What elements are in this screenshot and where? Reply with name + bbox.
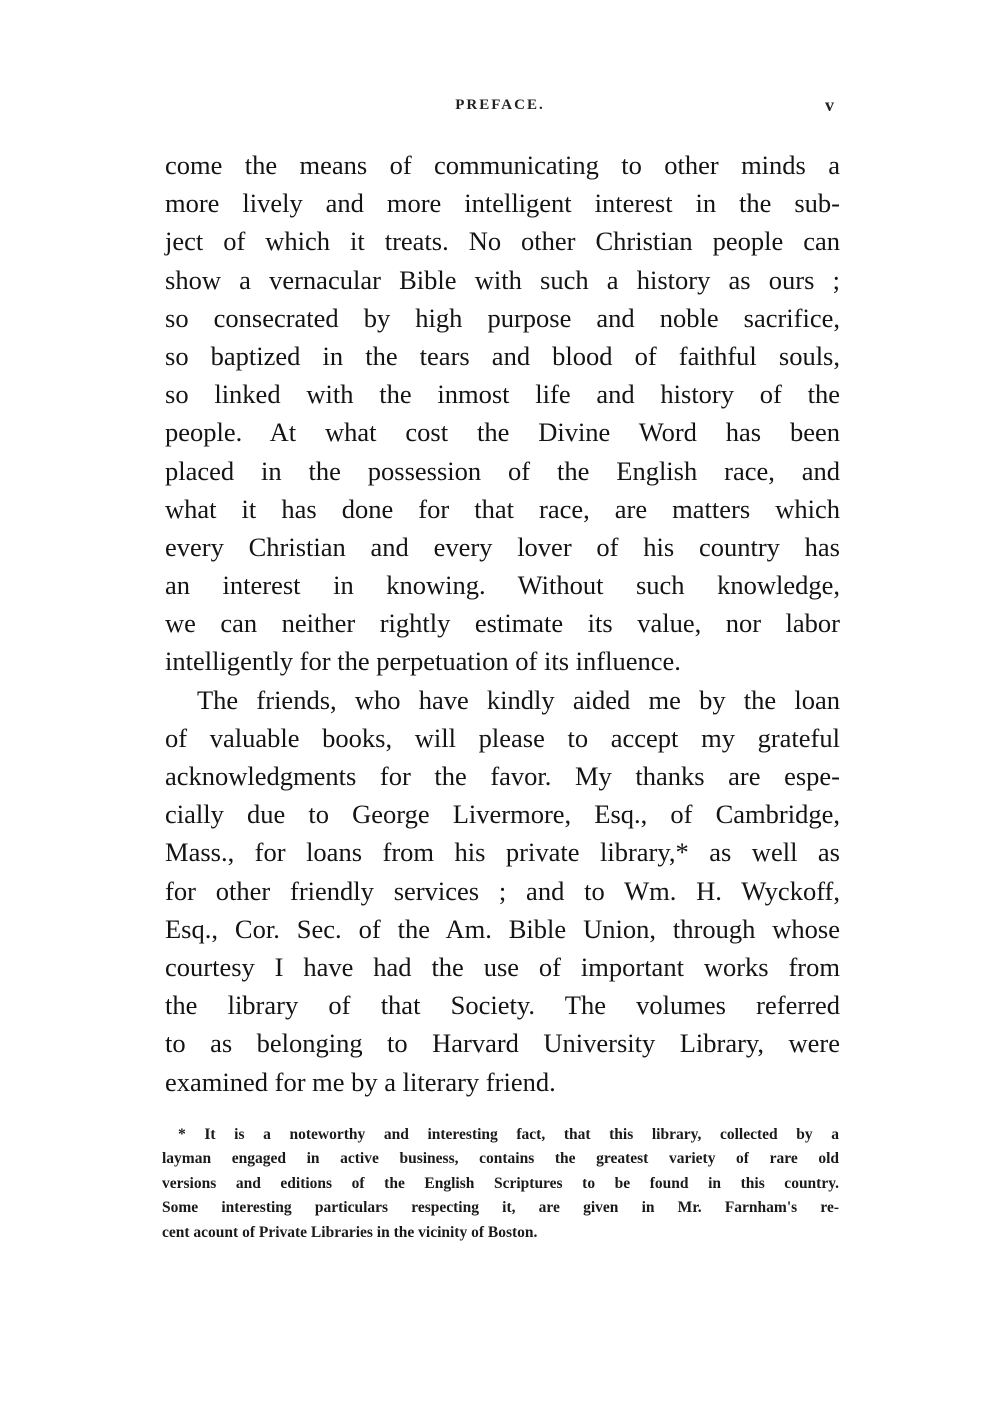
text-line: so consecrated by high purpose and noble sacrifice,: [165, 302, 840, 333]
text-line: cially due to George Livermore, Esq., of Cambridge,: [165, 799, 840, 830]
text-line: to as belonging to Harvard University Library, were: [165, 1028, 840, 1059]
text-line: every Christian and every lover of his country has: [165, 531, 840, 562]
footnote-line: cent acount of Private Libraries in the vicinity of Boston.: [162, 1223, 538, 1241]
text-line: for other friendly services ; and to Wm. H. Wyckoff,: [165, 875, 840, 906]
page-number: v: [825, 95, 834, 115]
text-line: so baptized in the tears and blood of faithful souls,: [165, 340, 840, 371]
text-line: Esq., Cor. Sec. of the Am. Bible Union, through whose: [165, 913, 840, 944]
text-line: placed in the possession of the English race, and: [165, 455, 840, 486]
text-line: examined for me by a literary friend.: [165, 1066, 556, 1097]
text-line: The friends, who have kindly aided me by the loan: [197, 684, 840, 715]
text-line: people. At what cost the Divine Word has been: [165, 417, 840, 448]
text-line: more lively and more intelligent interest in the sub-: [165, 188, 840, 219]
text-line: of valuable books, will please to accept my grateful: [165, 722, 840, 753]
footnote-line: layman engaged in active business, contains the greatest variety of rare old: [162, 1150, 839, 1168]
running-title: PREFACE.: [455, 97, 545, 113]
text-line: acknowledgments for the favor. My thanks are espe-: [165, 761, 840, 791]
footnote-line: * It is a noteworthy and interesting fact, that this library, collected by a: [178, 1126, 839, 1143]
text-line: the library of that Society. The volumes referred: [165, 990, 840, 1021]
running-head: [0, 97, 1000, 121]
footnote-line: versions and editions of the English Scriptures to be found in this country.: [162, 1174, 839, 1192]
paragraph-1: [165, 146, 840, 681]
body-text: [165, 146, 840, 1101]
text-line: ject of which it treats. No other Christian people can: [165, 226, 840, 257]
text-line: Mass., for loans from his private library,* as well as: [165, 837, 840, 868]
text-line: what it has done for that race, are matters which: [165, 493, 840, 524]
paragraph-2: [165, 681, 840, 1101]
footnote-line: Some interesting particulars respecting it, are given in Mr. Farnham's re-: [162, 1199, 839, 1217]
text-line: intelligently for the perpetuation of its influence.: [165, 646, 681, 677]
footnote: [162, 1123, 839, 1245]
text-line: courtesy I have had the use of important works from: [165, 951, 840, 982]
text-line: so linked with the inmost life and history of the: [165, 379, 840, 410]
text-line: come the means of communicating to other minds a: [165, 150, 840, 180]
text-line: we can neither rightly estimate its value, nor labor: [165, 608, 840, 639]
text-line: show a vernacular Bible with such a history as ours ;: [165, 264, 840, 295]
text-line: an interest in knowing. Without such knowledge,: [165, 570, 840, 601]
